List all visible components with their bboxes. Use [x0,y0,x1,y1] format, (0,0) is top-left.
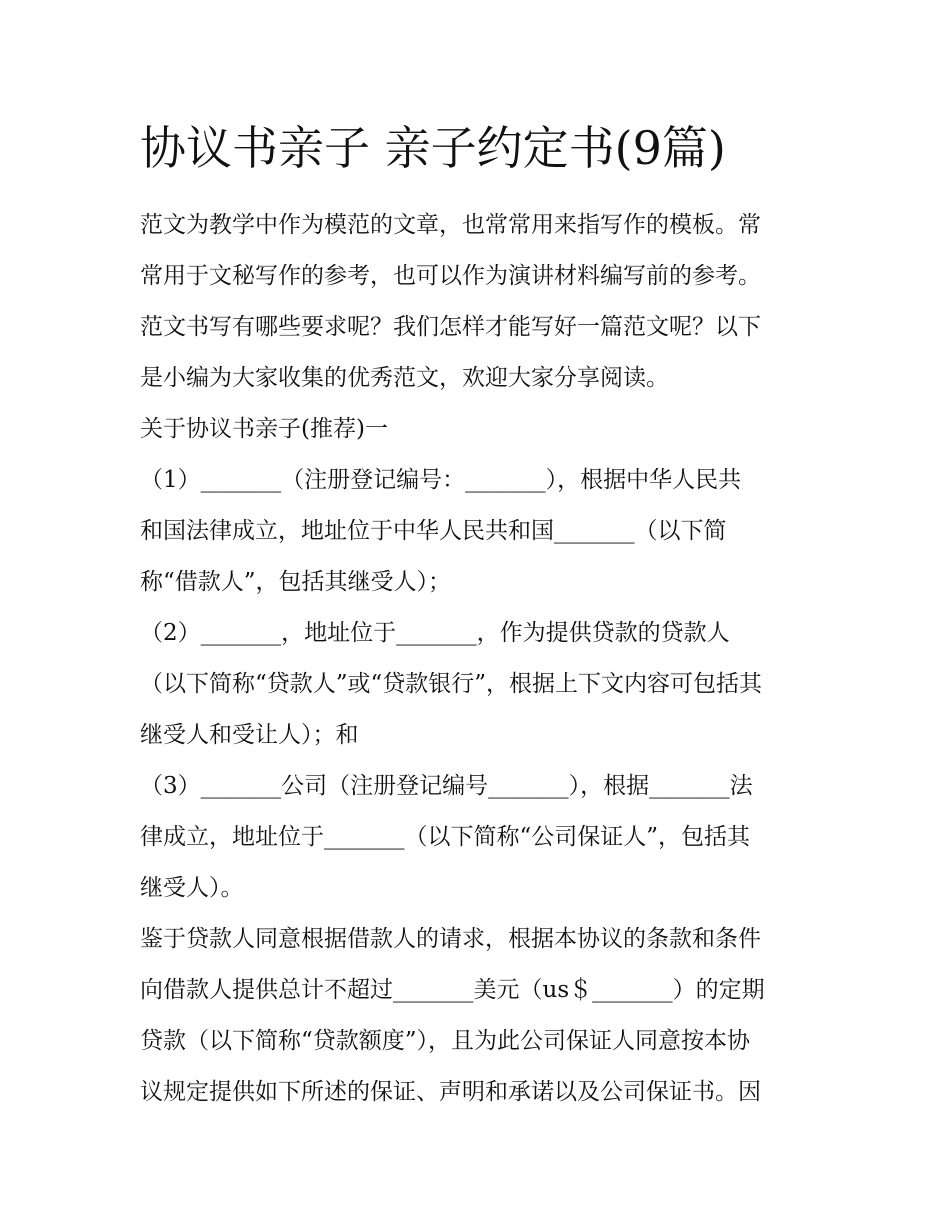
body-line: 继受人）。 [140,875,244,901]
section-heading: 关于协议书亲子(推荐)一 [140,416,388,442]
body-line: 贷款（以下简称“贷款额度”），且为此公司保证人同意按本协 [140,1028,751,1054]
document-title: 协议书亲子 亲子约定书(9篇) [140,121,726,175]
body-line: 称“借款人”，包括其继受人）； [140,569,452,595]
body-line: 律成立，地址位于_______（以下简称“公司保证人”，包括其 [140,824,751,850]
body-line: 是小编为大家收集的优秀范文，欢迎大家分享阅读。 [140,365,669,391]
body-line: 继受人和受让人）；和 [140,722,359,748]
body-line: （以下简称“贷款人”或“贷款银行”，根据上下文内容可包括其 [140,671,763,697]
document-body [140,200,820,1118]
body-line: （2）_______，地址位于_______，作为提供贷款的贷款人 [140,620,730,646]
body-line: 范文书写有哪些要求呢？我们怎样才能写好一篇范文呢？以下 [140,314,761,340]
body-line: （1）_______（注册登记编号：_______），根据中华人民共 [140,467,742,493]
body-line: 议规定提供如下所述的保证、声明和承诺以及公司保证书。因 [140,1079,761,1105]
body-line: 和国法律成立，地址位于中华人民共和国_______（以下简 [140,518,727,544]
body-line: 向借款人提供总计不超过_______美元（us＄_______）的定期 [140,977,765,1003]
body-line: 范文为教学中作为模范的文章，也常常用来指写作的模板。常 [140,212,761,238]
body-line: 鉴于贷款人同意根据借款人的请求，根据本协议的条款和条件 [140,926,761,952]
body-line: （3）_______公司（注册登记编号_______），根据_______法 [140,773,753,799]
body-line: 常用于文秘写作的参考，也可以作为演讲材料编写前的参考。 [140,263,761,289]
